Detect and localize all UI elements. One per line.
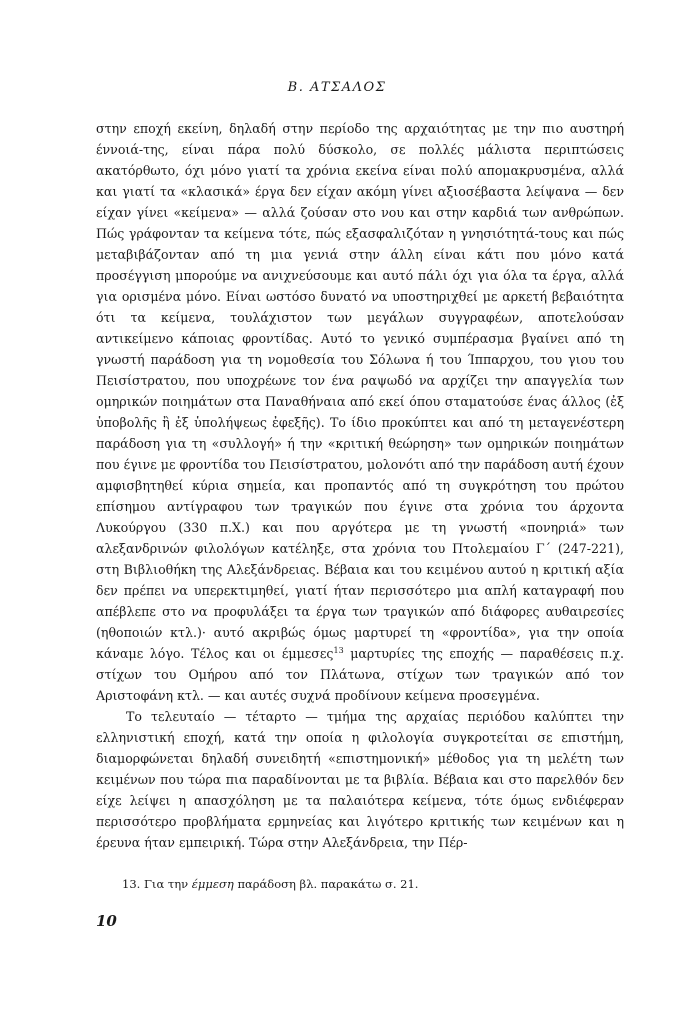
running-head: Β. ΑΤΣΑΛΟΣ (287, 80, 387, 95)
page-number: 10 (96, 912, 117, 930)
paragraph-2: Το τελευταίο — τέταρτο — τμήμα της αρχαίας περιόδου καλύπτει την ελληνιστική εποχή, κατά την οποία η φιλολογία συγκροτείται σε επιστήμη, διαμορφώνεται δηλαδή συνειδητή «επιστημονική» μέθοδος για τη μελέτη των κειμένων που τώρα πια παραδίνονται με τα βιβλία. Βέβαια και στο παρελθόν δεν είχε λείψει η απασχόληση με τα παλαιότερα κείμενα, τότε όμως ενδιέφεραν περισσότερο προβλήματα ερμηνείας και λιγότερο κριτικής των κειμένων και η έρευνα ήταν εμπειρική. Τώρα στην Αλεξάνδρεια, την Πέρ- (96, 709, 624, 850)
footnote-ref[interactable]: 13 (333, 645, 344, 655)
paragraph-1-text: στην εποχή εκείνη, δηλαδή στην περίοδο της αρχαιότητας με την πιο αυστηρή έννοιά-της, είναι πάρα πολύ δύσκολο, σε πολλές μάλιστα περιπτώσεις ακατόρθωτο, όχι μόνο γιατί τα χρόνια εκείνα είναι πολύ απομακρυσμένα, αλλά και γιατί τα «κλασικά» έργα δεν είχαν ακόμη γίνει αξιοσέβαστα λείψανα — δεν είχαν γίνει «κείμενα» — αλλά ζούσαν στο νου και στην καρδιά των ανθρώπων. Πώς γράφονταν τα κείμενα τότε, πώς εξασφαλιζόταν η γνησιότητά-τους και πώς μεταβιβάζονταν από τη μια γενιά στην άλλη είναι κάτι που μόνο κατά προσέγγιση μπορούμε να ανιχνεύσουμε και αυτό πάλι όχι για όλα τα έργα, αλλά για ορισμένα μόνο. Είναι ωστόσο δυνατό να υποστηριχθεί με αρκετή βεβαιότητα ότι τα κείμενα, τουλάχιστον των μεγάλων συγγραφέων, αποτελούσαν αντικείμενο κάποιας φροντίδας. Αυτό το γενικό συμπέρασμα βγαίνει από τη γνωστή παράδοση για τη νομοθεσία του Σόλωνα ή του Ίππαρχου, του γιου του Πεισίστρατου, που υποχρέωνε τον ένα ραψωδό να αρχίζει την απαγγελία των ομηρικών ποιημάτων στα Παναθήναια από εκεί όπου σταματούσε ένας άλλος (ἐξ ὑποβολῆς ἢ ἐξ ὑπολήψεως ἐφεξῆς). Το ίδιο προκύπτει και από τη μεταγενέστερη παράδοση για τη «συλλογή» ή την «κριτική θεώρηση» των ομηρικών ποιημάτων που έγινε με φροντίδα του Πεισίστρατου, μολονότι από την παράδοση αυτή έχουν αμφισβητηθεί κύρια σημεία, και προπαντός από τη συγκρότηση του πρώτου επίσημου αντίγραφου των τραγικών που έγινε στα χρόνια του άρχοντα Λυκούργου (330 π.Χ.) και που αργότερα με τη γνωστή «πονηριά» των αλεξανδρινών φιλολόγων κατέληξε, στα χρόνια του Πτολεμαίου Γ΄ (247-221), στη Βιβλιοθήκη της Αλεξάνδρειας. Βέβαια και του κειμένου αυτού η κριτική αξία δεν πρέπει να υπερεκτιμηθεί, γιατί ήταν περισσότερο μια απλή καταγραφή που απέβλεπε στο να προφυλάξει τα έργα των τραγικών από διάφορες αυθαιρεσίες (ηθοποιών κτλ.)· αυτό ακριβώς όμως μαρτυρεί τη «φροντίδα», για την οποία κάναμε λόγο. Τέλος και οι έμμεσες (96, 121, 624, 661)
footnote-text: Για την (143, 877, 192, 891)
body-text (96, 118, 624, 853)
paragraph-1 (96, 118, 624, 706)
paragraph-1-text-cont: μαρτυρίες της εποχής — παραθέσεις π.χ. στίχων του Ομήρου από τον Πλάτωνα, στίχων των τραγικών από τον Αριστοφάνη κτλ. — και αυτές συχνά προδίνουν κείμενα προσεγμένα. (96, 646, 625, 703)
footnote-emphasis: έμμεση (191, 877, 234, 891)
footnote (122, 876, 622, 892)
footnote-text-cont: παράδοση βλ. παρακάτω σ. 21. (233, 877, 419, 891)
footnote-number: 13. (122, 877, 141, 891)
